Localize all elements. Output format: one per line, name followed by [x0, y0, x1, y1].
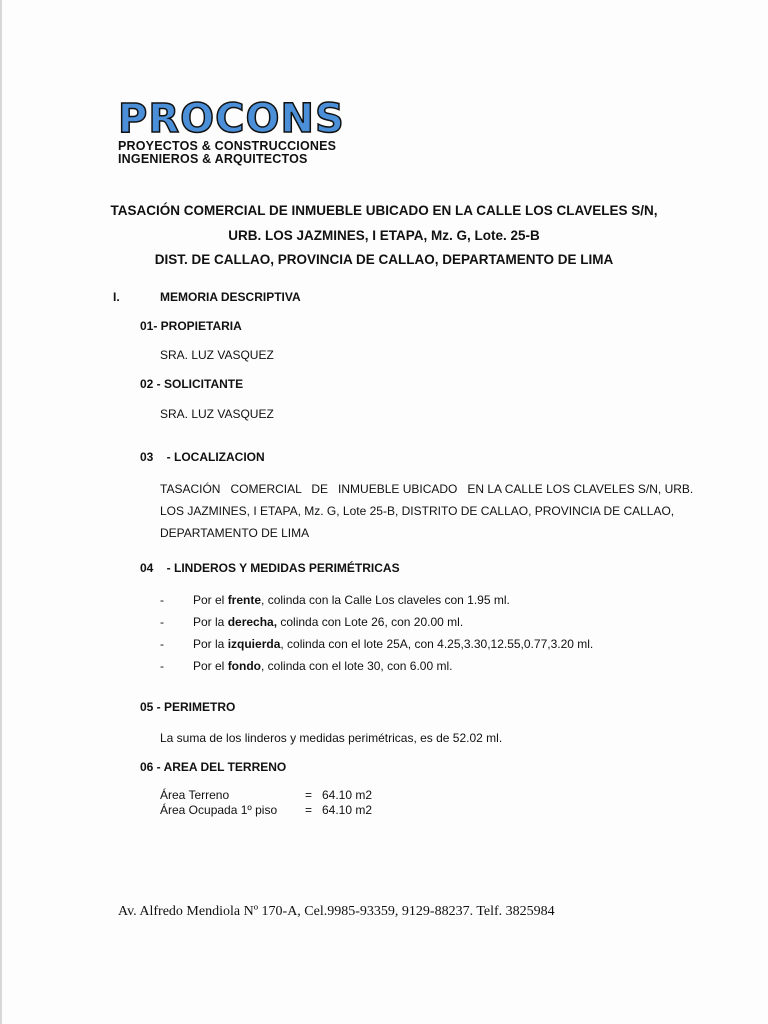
perimetro-text: La suma de los linderos y medidas perimétricas, es de 52.02 ml.: [160, 731, 503, 745]
document-title-line-3: DIST. DE CALLAO, PROVINCIA DE CALLAO, DEPARTAMENTO DE LIMA: [154, 252, 614, 267]
lindero-fondo: Por el fondo, colinda con el lote 30, con 6.00 ml.: [193, 659, 453, 673]
area-value: 64.10 m2: [322, 803, 373, 817]
localizacion-line-2: LOS JAZMINES, I ETAPA, Mz. G, Lote 25-B, DISTRITO DE CALLAO, PROVINCIA DE CALLAO,: [160, 504, 675, 518]
propietaria-value: SRA. LUZ VASQUEZ: [160, 348, 274, 362]
solicitante-value: SRA. LUZ VASQUEZ: [160, 407, 274, 421]
company-logo: [118, 98, 345, 166]
bullet-dash: -: [160, 637, 164, 651]
section-title: MEMORIA DESCRIPTIVA: [160, 290, 301, 304]
area-equals: =: [305, 788, 313, 802]
lindero-izquierda: Por la izquierda, colinda con el lote 25A, con 4.25,3.30,12.55,0.77,3.20 ml.: [193, 637, 594, 651]
area-value: 64.10 m2: [322, 788, 373, 802]
heading-solicitante: 02 - SOLICITANTE: [140, 377, 244, 391]
page-edge: [0, 0, 2, 1024]
logo-wordmark: PROCONS: [118, 96, 345, 142]
heading-area-terreno: 06 - AREA DEL TERRENO: [140, 760, 287, 774]
heading-linderos: 04 - LINDEROS Y MEDIDAS PERIMÉTRICAS: [140, 561, 400, 575]
area-label: Área Terreno: [160, 788, 230, 802]
lindero-frente: Por el frente, colinda con la Calle Los claveles con 1.95 ml.: [193, 593, 510, 607]
area-equals: =: [305, 803, 313, 817]
heading-perimetro: 05 - PERIMETRO: [140, 700, 236, 714]
heading-localizacion: 03 - LOCALIZACION: [140, 450, 265, 464]
footer-address: Av. Alfredo Mendiola Nº 170-A, Cel.9985-93359, 9129-88237. Telf. 3825984: [118, 904, 555, 919]
section-number: I.: [113, 290, 120, 304]
area-label: Área Ocupada 1º piso: [160, 803, 278, 817]
bullet-dash: -: [160, 593, 164, 607]
logo-tagline-1: PROYECTOS & CONSTRUCCIONES: [118, 139, 337, 153]
bullet-dash: -: [160, 615, 164, 629]
localizacion-line-1: TASACIÓN COMERCIAL DE INMUEBLE UBICADO EN LA CALLE LOS CLAVELES S/N, URB.: [160, 482, 694, 496]
logo-tagline-2: INGENIEROS & ARQUITECTOS: [118, 152, 308, 166]
document-title-line-1: TASACIÓN COMERCIAL DE INMUEBLE UBICADO EN LA CALLE LOS CLAVELES S/N,: [110, 203, 658, 218]
bullet-dash: -: [160, 659, 164, 673]
document-title-line-2: URB. LOS JAZMINES, I ETAPA, Mz. G, Lote. 25-B: [228, 228, 540, 243]
localizacion-line-3: DEPARTAMENTO DE LIMA: [160, 526, 310, 540]
heading-propietaria: 01- PROPIETARIA: [140, 319, 242, 333]
lindero-derecha: Por la derecha, colinda con Lote 26, con 20.00 ml.: [193, 615, 464, 629]
